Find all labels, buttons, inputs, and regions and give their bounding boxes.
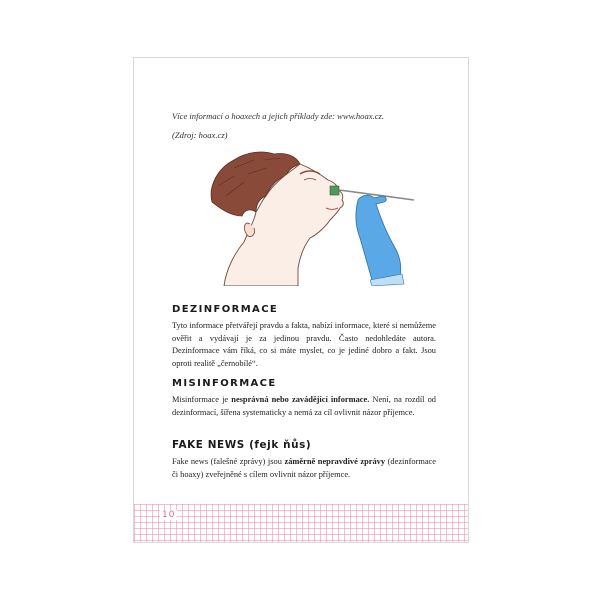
fake-news-bold: záměrně nepravdivé zprávy bbox=[284, 457, 386, 466]
pink-grid-footer bbox=[134, 504, 469, 542]
swab-tip bbox=[330, 186, 339, 195]
paragraph-fake-news: Fake news (falešné zprávy) jsou záměrně nepravdivé zprávy (dezinformace či hoaxy) zveřejněné s cílem ovlivnit názor příjemce. bbox=[172, 457, 436, 479]
document-page bbox=[133, 57, 469, 543]
more-info-text: Více informací o hoaxech a jejich příklady zde: www.hoax.cz. bbox=[172, 111, 385, 121]
nasal-swab-illustration bbox=[204, 146, 426, 286]
heading-dezinformace: DEZINFORMACE bbox=[172, 304, 279, 315]
misinformace-bold: nesprávná nebo zavádějící informace. bbox=[231, 395, 370, 404]
paragraph-dezinformace: Tyto informace přetvářejí pravdu a fakta, nabízí informace, které si nemůžeme ověřit a vydávají je za jedinou pravdu. Často nedohledáte autora. Dezinformace vám říká, co si máte myslet, co je jediné dobro a fakt. Jsou oproti realitě „černobílé“. bbox=[172, 321, 436, 368]
glove-hand bbox=[356, 195, 401, 280]
heading-misinformace: MISINFORMACE bbox=[172, 378, 277, 389]
heading-fake-news: FAKE NEWS (fejk ňůs) bbox=[172, 439, 312, 451]
source-text: (Zdroj: hoax.cz) bbox=[172, 130, 228, 140]
page-number: 10 bbox=[162, 510, 176, 520]
paragraph-misinformace: Misinformace je nesprávná nebo zavádějící informace. Není, na rozdíl od dezinformací, šířena systematicky a nemá za cíl ovlivnit názor příjemce. bbox=[172, 395, 436, 417]
